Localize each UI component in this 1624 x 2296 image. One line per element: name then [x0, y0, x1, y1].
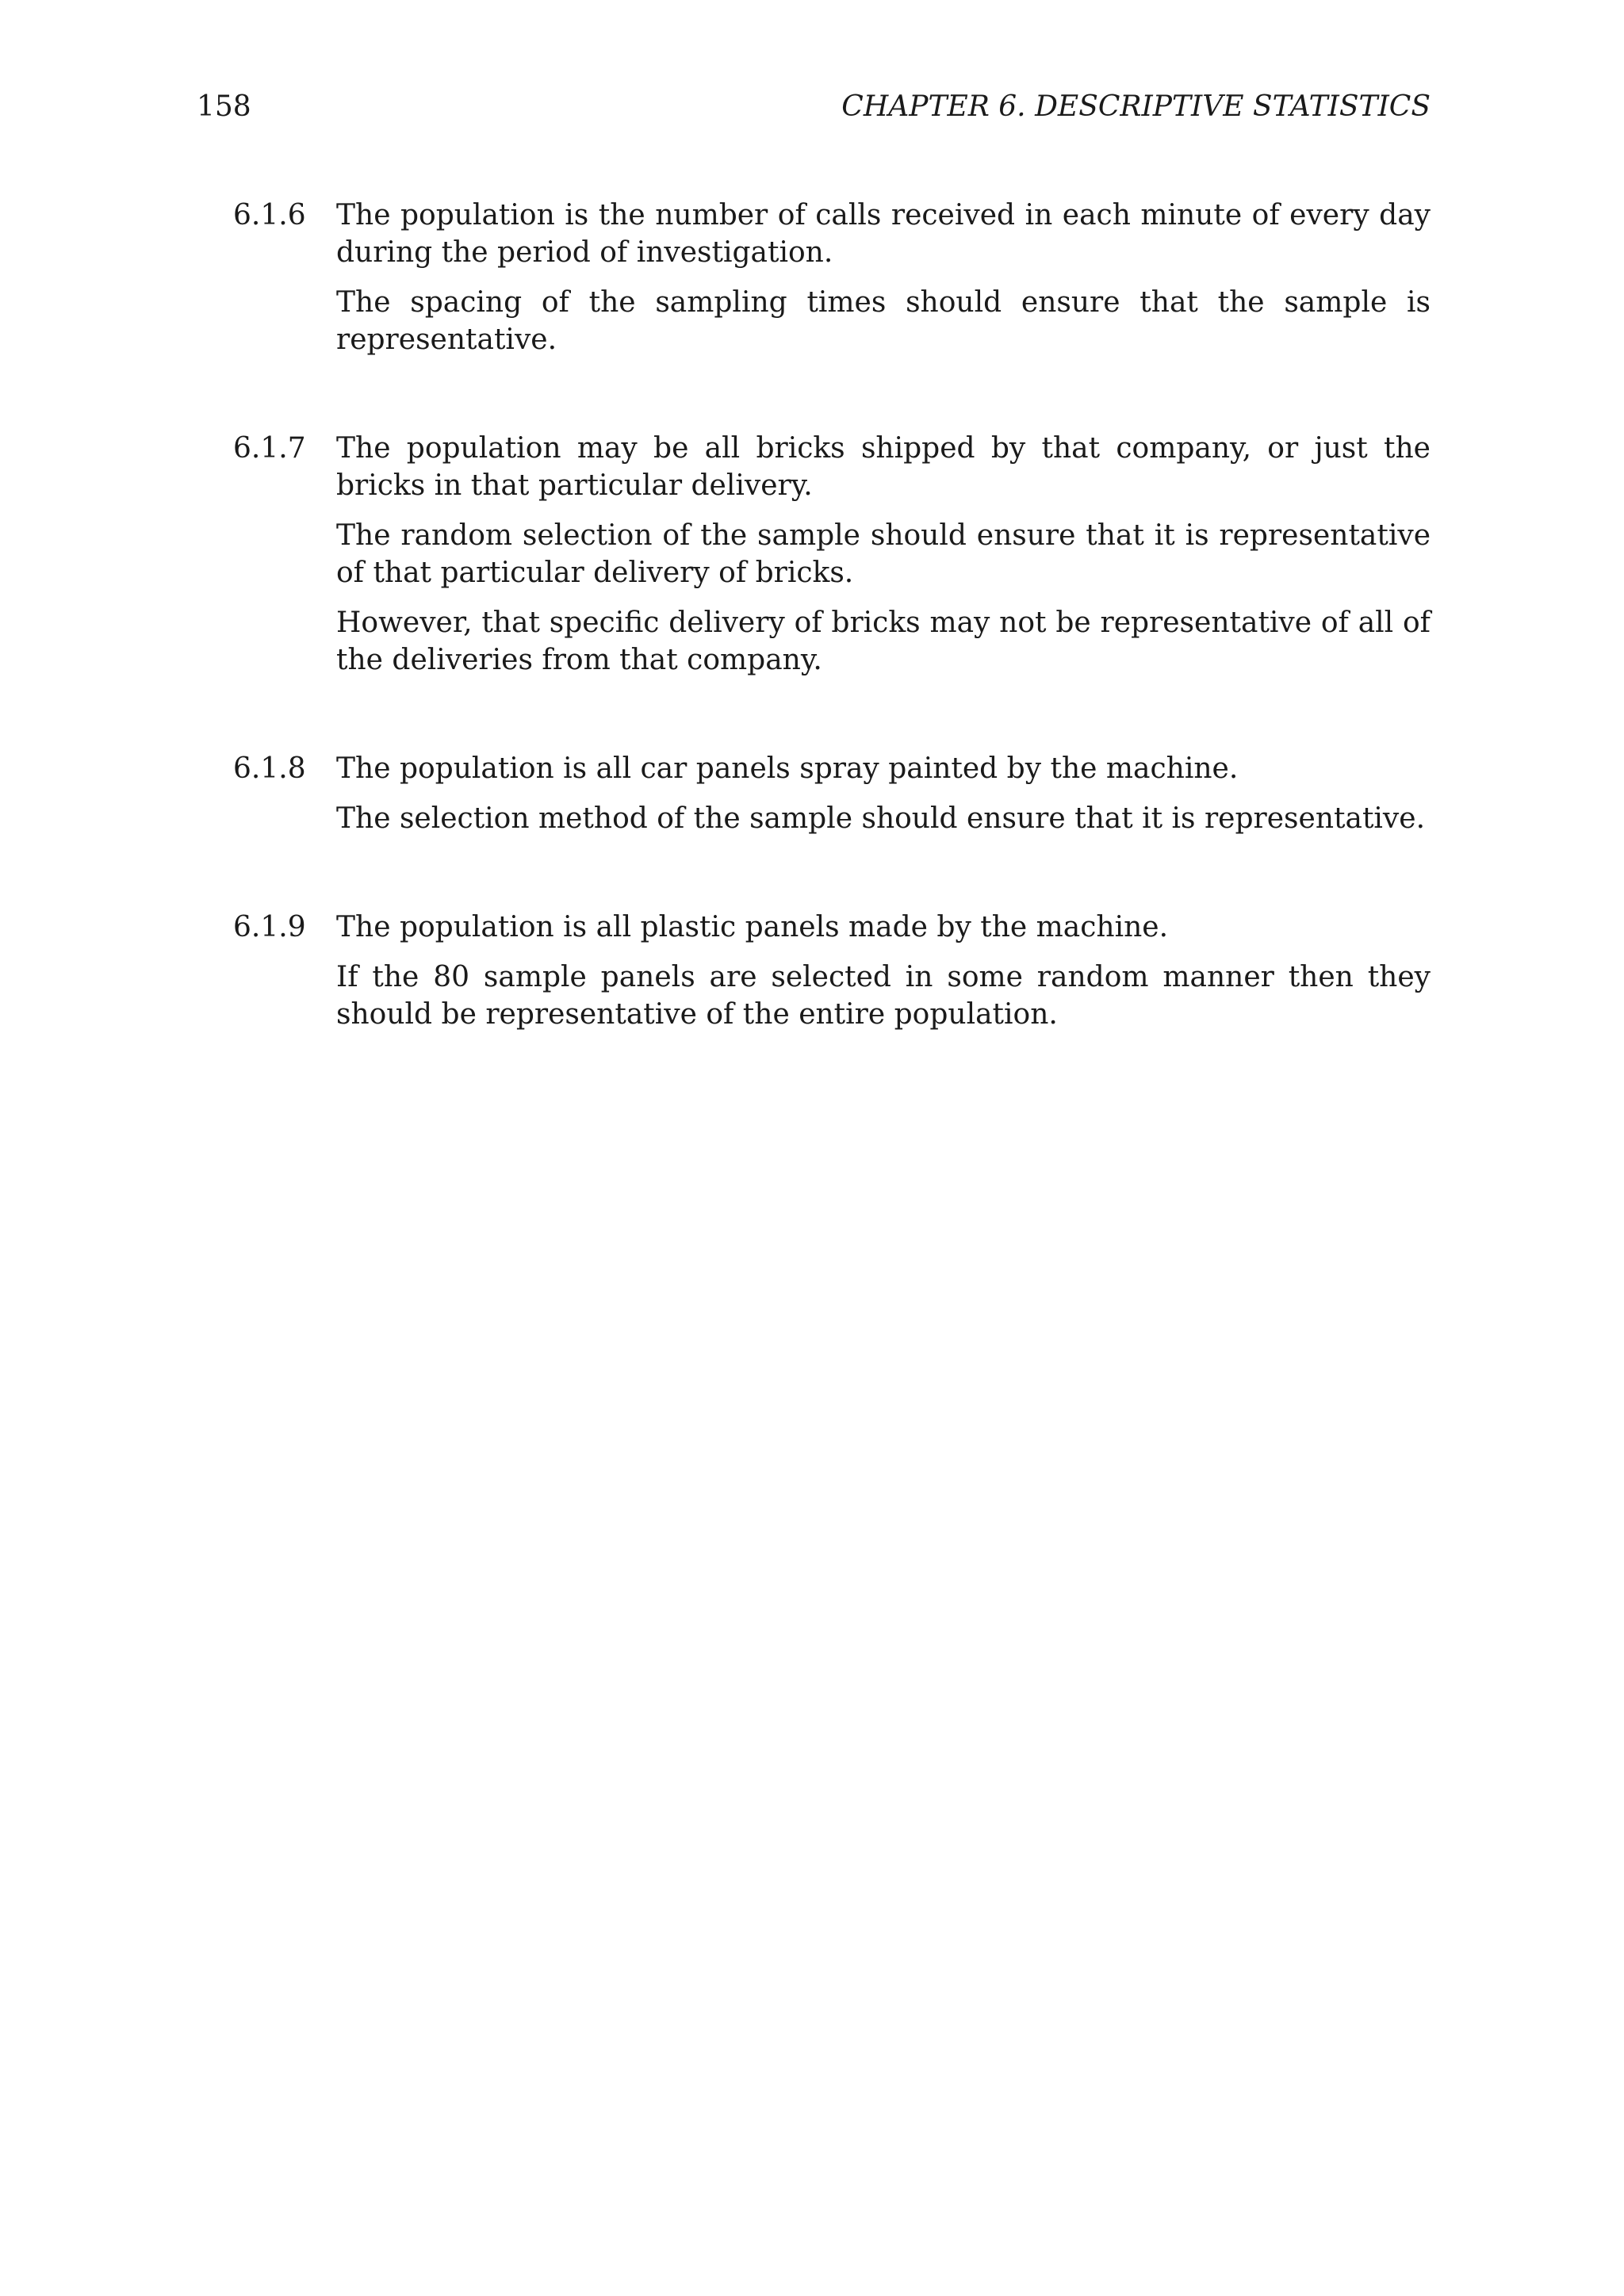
- solution-body: [336, 430, 1431, 679]
- solution-6-1-9: [233, 909, 1431, 1033]
- solution-6-1-6: [233, 197, 1431, 358]
- solution-paragraph: If the 80 sample panels are selected in some random manner then they should be representative of the entire population.: [336, 961, 1431, 1031]
- solution-paragraph: The population is the number of calls received in each minute of every day during the period of investigation.: [336, 199, 1431, 269]
- solution-body: [336, 909, 1431, 1033]
- solution-number: 6.1.9: [233, 911, 306, 943]
- solution-paragraph: The population may be all bricks shipped by that company, or just the bricks in that particular delivery.: [336, 432, 1431, 502]
- solution-6-1-8: [233, 750, 1431, 837]
- solution-paragraph: However, that specific delivery of bricks may not be representative of all of the deliveries from that company.: [336, 607, 1431, 676]
- solution-number: 6.1.7: [233, 432, 306, 465]
- running-head: CHAPTER 6. DESCRIPTIVE STATISTICS: [841, 90, 1431, 123]
- solution-paragraph: The random selection of the sample should ensure that it is representative of that particular delivery of bricks.: [336, 519, 1431, 589]
- solution-6-1-7: [233, 430, 1431, 679]
- solution-number: 6.1.8: [233, 752, 306, 785]
- page-content: [233, 197, 1431, 1104]
- page-number: 158: [197, 90, 251, 123]
- solution-paragraph: The selection method of the sample should ensure that it is representative.: [336, 802, 1426, 835]
- solution-paragraph: The population is all car panels spray painted by the machine.: [336, 752, 1239, 785]
- solution-body: [336, 197, 1431, 358]
- solution-paragraph: The population is all plastic panels made by the machine.: [336, 911, 1169, 943]
- solution-number: 6.1.6: [233, 199, 306, 232]
- solution-paragraph: The spacing of the sampling times should ensure that the sample is representative.: [336, 286, 1431, 356]
- page-header: [197, 90, 1431, 130]
- solution-body: [336, 750, 1431, 837]
